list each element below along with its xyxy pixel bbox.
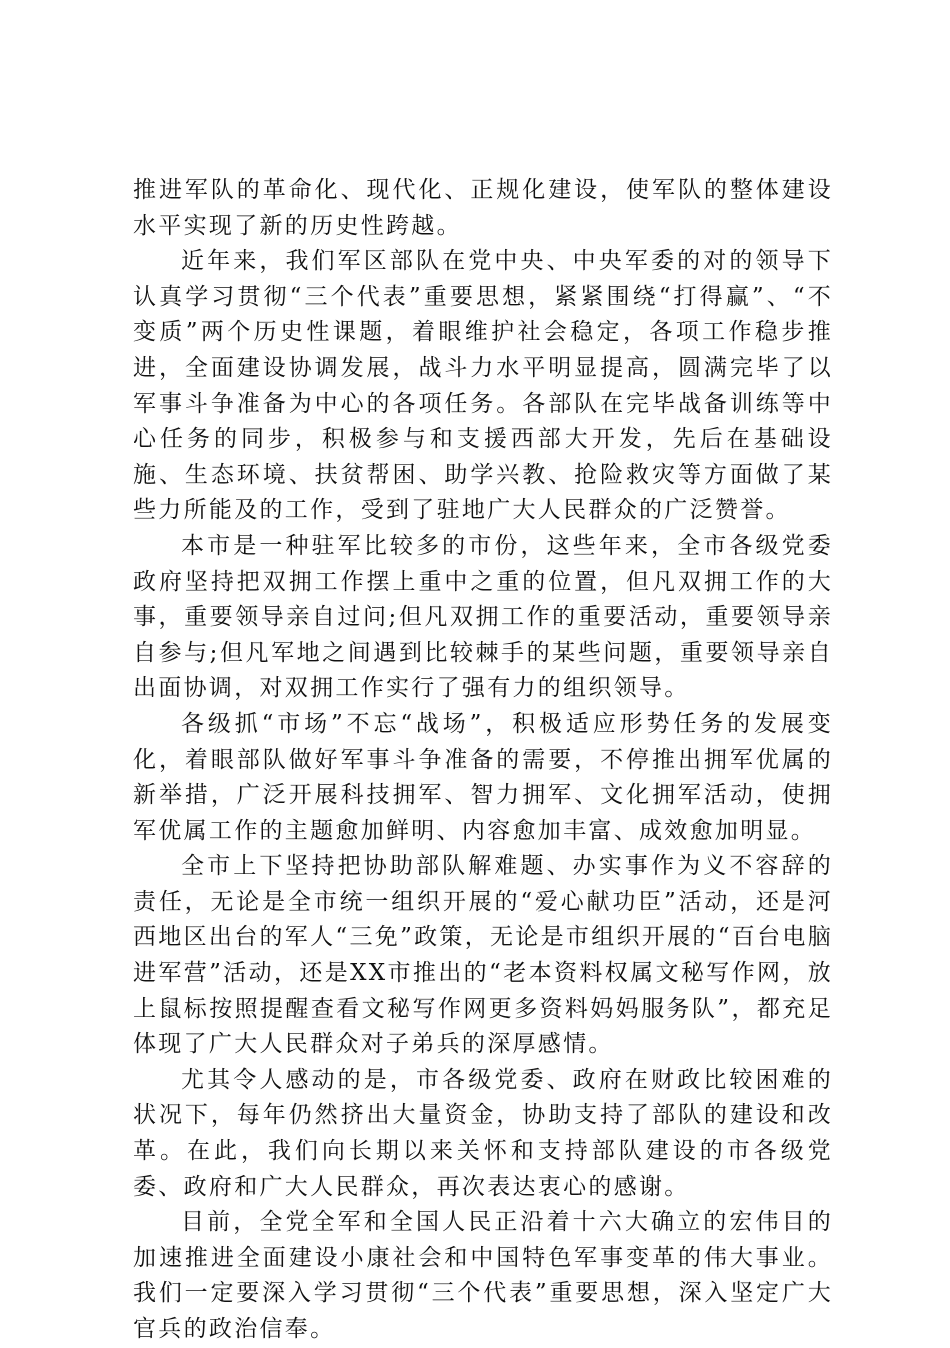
paragraph: 各级抓“市场”不忘“战场”，积极适应形势任务的发展变化，着眼部队做好军事斗争准备的需要，不停推出拥军优属的新举措，广泛开展科技拥军、智力拥军、文化拥军活动，使拥军优属工作的主题愈加鲜明、内容愈加丰富、成效愈加明显。 [133, 710, 833, 844]
document-body [133, 173, 833, 1348]
paragraph-continuation: 推进军队的革命化、现代化、正规化建设，使军队的整体建设水平实现了新的历史性跨越。 [133, 177, 833, 239]
paragraph: 尤其令人感动的是，市各级党委、政府在财政比较困难的状况下，每年仍然挤出大量资金，协助支持了部队的建设和改革。在此，我们向长期以来关怀和支持部队建设的市各级党委、政府和广大人民群众，再次表达衷心的感谢。 [133, 1066, 833, 1200]
paragraph: 本市是一种驻军比较多的市份，这些年来，全市各级党委政府坚持把双拥工作摆上重中之重的位置，但凡双拥工作的大事，重要领导亲自过问;但凡双拥工作的重要活动，重要领导亲自参与;但凡军地之间遇到比较棘手的某些问题，重要领导亲自出面协调，对双拥工作实行了强有力的组织领导。 [133, 532, 833, 702]
paragraph: 近年来，我们军区部队在党中央、中央军委的对的领导下认真学习贯彻“三个代表”重要思想，紧紧围绕“打得赢”、“不变质”两个历史性课题，着眼维护社会稳定，各项工作稳步推进，全面建设协调发展，战斗力水平明显提高，圆满完毕了以军事斗争准备为中心的各项任务。各部队在完毕战备训练等中心任务的同步，积极参与和支援西部大开发，先后在基础设施、生态环境、扶贫帮困、助学兴教、抢险救灾等方面做了某些力所能及的工作，受到了驻地广大人民群众的广泛赞誉。 [133, 248, 833, 524]
paragraph: 目前，全党全军和全国人民正沿着十六大确立的宏伟目的加速推进全面建设小康社会和中国特色军事变革的伟大事业。我们一定要深入学习贯彻“三个代表”重要思想，深入坚定广大官兵的政治信奉。 [133, 1209, 833, 1342]
paragraph: 全市上下坚持把协助部队解难题、办实事作为义不容辞的责任，无论是全市统一组织开展的“爱心献功臣”活动，还是河西地区出台的军人“三免”政策，无论是市组织开展的“百台电脑进军营”活动，还是XX市推出的“老本资料权属文秘写作网，放上鼠标按照提醒查看文秘写作网更多资料妈妈服务队”，都充足体现了广大人民群众对子弟兵的深厚感情。 [133, 853, 833, 1058]
